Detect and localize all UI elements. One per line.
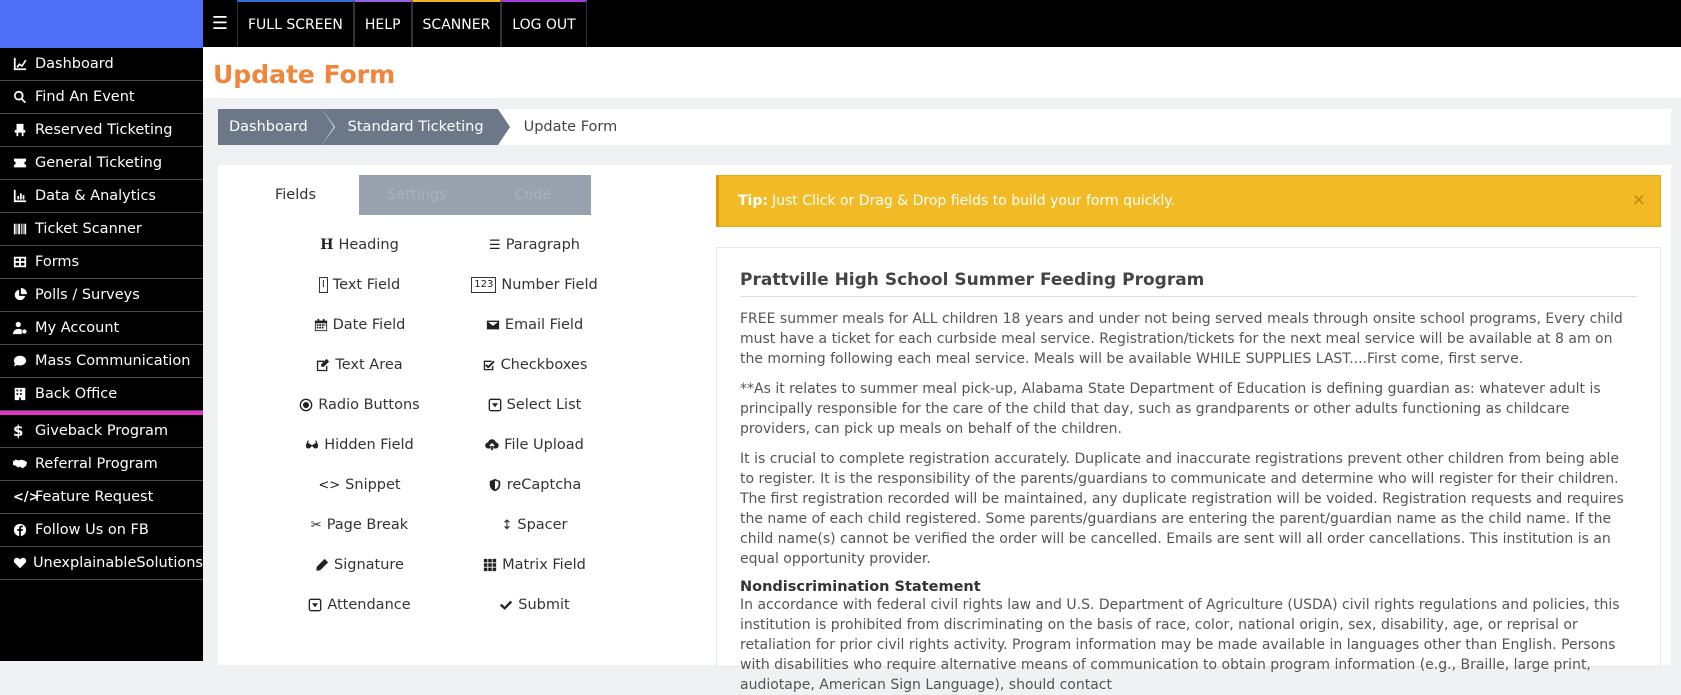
sidebar-item-label: Reserved Ticketing — [35, 122, 173, 138]
sidebar-item-label: Find An Event — [35, 89, 135, 105]
field-label: Radio Buttons — [318, 397, 420, 413]
field-label: Paragraph — [505, 237, 580, 253]
breadcrumb-dashboard[interactable] — [218, 109, 322, 145]
page-header — [203, 47, 1681, 98]
paragraph-icon: ☰ — [489, 237, 501, 253]
field-label: Number Field — [501, 277, 598, 293]
building-icon — [13, 387, 35, 401]
field-label: Heading — [338, 237, 399, 253]
heart-icon — [13, 556, 33, 570]
sidebar-item-label: Giveback Program — [35, 423, 169, 439]
table-icon — [13, 255, 35, 269]
tip-label: Tip: — [738, 193, 768, 209]
sidebar-item-label: Back Office — [35, 386, 118, 402]
field-attendance[interactable] — [272, 585, 447, 625]
field-label: Matrix Field — [502, 557, 586, 573]
sidebar-item-label: Dashboard — [35, 56, 114, 72]
field-palette — [272, 225, 622, 625]
tab-code[interactable]: Code — [475, 175, 591, 215]
pen-icon — [315, 558, 329, 572]
field-label: Page Break — [326, 517, 409, 533]
chart-line-icon — [13, 57, 35, 71]
calendar-icon — [314, 318, 328, 332]
tip-alert — [716, 175, 1661, 227]
field-select-list[interactable] — [447, 385, 622, 425]
select-icon — [488, 398, 502, 412]
glasses-icon — [305, 438, 319, 452]
breadcrumb — [218, 109, 1671, 145]
comment-icon — [13, 354, 35, 368]
field-text-field[interactable] — [272, 265, 447, 305]
field-radio-buttons[interactable] — [272, 385, 447, 425]
checkbox-icon — [482, 358, 496, 372]
field-file-upload[interactable] — [447, 425, 622, 465]
tab-fields[interactable]: Fields — [232, 175, 359, 215]
dropdown-box-icon — [308, 598, 322, 612]
top-navbar — [203, 0, 1681, 47]
sidebar-item-general-ticketing[interactable] — [0, 147, 203, 180]
grid-icon — [483, 558, 497, 572]
tip-text: Just Click or Drag & Drop fields to build your form quickly. — [771, 193, 1176, 209]
page-title: Update Form — [213, 60, 396, 89]
field-number-field[interactable] — [447, 265, 622, 305]
field-label: Date Field — [332, 317, 406, 333]
search-icon — [13, 90, 35, 104]
sidebar — [0, 0, 203, 661]
text-cursor-icon: I — [319, 277, 328, 293]
field-submit[interactable] — [447, 585, 622, 625]
field-checkboxes[interactable] — [447, 345, 622, 385]
radio-icon — [299, 398, 313, 412]
log-out-button[interactable]: LOG OUT — [501, 0, 586, 47]
sidebar-item-giveback-program[interactable] — [0, 415, 203, 448]
form-preview — [716, 247, 1661, 693]
field-label: Text Field — [332, 277, 401, 293]
sidebar-item-polls-surveys[interactable] — [0, 279, 203, 312]
cloud-upload-icon — [485, 438, 499, 452]
edit-icon — [316, 358, 330, 372]
field-label: Checkboxes — [500, 357, 588, 373]
facebook-icon — [13, 523, 35, 537]
sidebar-item-unexplainablesolutions[interactable] — [0, 547, 203, 580]
breadcrumb-label: Dashboard — [229, 119, 308, 135]
sidebar-item-feature-request[interactable] — [0, 481, 203, 514]
breadcrumb-label: Standard Ticketing — [347, 119, 484, 135]
form-paragraph: FREE summer meals for ALL children 18 years and under not being served meals through onsite school programs, Every child must have a ticket for each curbside meal service. Registration/tickets for the next meal service will be available at 8 am on the morning following each meal service. Meals will be available WHILE SUPPLIES LAST....First come, first serve. — [740, 311, 1623, 367]
field-label: reCaptcha — [506, 477, 582, 493]
field-page-break[interactable] — [272, 505, 447, 545]
field-label: Snippet — [345, 477, 401, 493]
field-paragraph[interactable] — [447, 225, 622, 265]
sidebar-item-mass-communication[interactable] — [0, 345, 203, 378]
barcode-icon — [13, 222, 35, 236]
sidebar-item-label: Data & Analytics — [35, 188, 156, 204]
field-label: Email Field — [504, 317, 584, 333]
field-label: Submit — [518, 597, 570, 613]
envelope-icon — [486, 318, 500, 332]
hamburger-icon[interactable]: ☰ — [211, 13, 229, 34]
sidebar-item-my-account[interactable] — [0, 312, 203, 345]
field-signature[interactable] — [272, 545, 447, 585]
field-matrix-field[interactable] — [447, 545, 622, 585]
scissors-icon: ✂ — [310, 517, 322, 533]
close-icon[interactable]: × — [1631, 190, 1646, 210]
sidebar-item-forms[interactable] — [0, 246, 203, 279]
field-label: Spacer — [517, 517, 568, 533]
form-paragraph: In accordance with federal civil rights law and U.S. Department of Agriculture (USDA) civil rights regulations and policies, this institution is prohibited from discriminating on the basis of race, color, national origin, sex, disability, age, or reprisal or retaliation for prior civil rights activity. Program information may be made available in languages other than English. Persons with disabilities who require alternative means of communication to obtain program information (e.g., Braille, large print, audiotape, American Sign Language), should contact — [740, 597, 1620, 693]
form-paragraph: **As it relates to summer meal pick-up, Alabama State Department of Education is defining guardian as: whatever adult is principally responsible for the care of the child that day, such as grandparents or other adults functioning as childcare providers, can pick up meals on behalf of the children. — [740, 381, 1601, 437]
sidebar-item-label: Mass Communication — [35, 353, 191, 369]
breadcrumb-standard-ticketing[interactable] — [322, 109, 498, 145]
scanner-button[interactable]: SCANNER — [412, 0, 502, 47]
bar-chart-icon — [13, 189, 35, 203]
sidebar-item-label: My Account — [35, 320, 120, 336]
chair-icon — [13, 123, 35, 137]
sidebar-item-referral-program[interactable] — [0, 448, 203, 481]
sidebar-item-ticket-scanner[interactable] — [0, 213, 203, 246]
field-email-field[interactable] — [447, 305, 622, 345]
field-hidden-field[interactable] — [272, 425, 447, 465]
breadcrumb-current: Update Form — [523, 119, 618, 135]
heading-icon: H — [320, 237, 334, 253]
field-heading[interactable] — [272, 225, 447, 265]
field-recaptcha[interactable] — [447, 465, 622, 505]
sidebar-item-label: Referral Program — [35, 456, 158, 472]
pie-chart-icon — [13, 288, 35, 302]
shield-icon — [488, 478, 502, 492]
check-icon — [499, 598, 513, 612]
field-date-field[interactable] — [272, 305, 447, 345]
field-label: Attendance — [327, 597, 411, 613]
tab-settings[interactable]: Settings — [359, 175, 475, 215]
builder-tabs — [232, 175, 591, 215]
sidebar-item-label: Polls / Surveys — [35, 287, 140, 303]
form-paragraph: It is crucial to complete registration accurately. Duplicate and inaccurate registrations prevent other children from being able to register. It is the responsibility of the parents/guardians to communicate and determine who will register for their children. The first registration recorded will be maintained, any duplicate registration will be voided. Registration requests and requires the name of each child registered. Some parents/guardians are entering the parent/guardian name as the child name. If the child name(s) cannot be verified the order will be cancelled. Emails are sent will all order cancellations. This institution is an equal opportunity provider. — [740, 451, 1624, 567]
field-label: Hidden Field — [324, 437, 414, 453]
sidebar-item-label: Ticket Scanner — [35, 221, 142, 237]
field-spacer[interactable] — [447, 505, 622, 545]
sidebar-item-label: Follow Us on FB — [35, 522, 149, 538]
field-label: Select List — [506, 397, 582, 413]
sidebar-item-label: General Ticketing — [35, 155, 163, 171]
sidebar-item-find-an-event[interactable] — [0, 81, 203, 114]
arrows-vertical-icon: ↕ — [501, 517, 513, 533]
form-title: Prattville High School Summer Feeding Program — [740, 270, 1637, 297]
sidebar-item-label: Feature Request — [35, 489, 154, 505]
sidebar-item-label: Forms — [35, 254, 80, 270]
field-text-area[interactable] — [272, 345, 447, 385]
field-label: File Upload — [504, 437, 584, 453]
sidebar-item-follow-us-on-fb[interactable] — [0, 514, 203, 547]
user-gear-icon — [13, 321, 35, 335]
number-icon: 123 — [471, 277, 496, 293]
sidebar-item-reserved-ticketing[interactable] — [0, 114, 203, 147]
form-builder-card — [218, 165, 1671, 693]
code-brackets-icon: <> — [318, 477, 341, 493]
sidebar-item-dashboard[interactable] — [0, 48, 203, 81]
field-snippet[interactable] — [272, 465, 447, 505]
sidebar-item-data-analytics[interactable] — [0, 180, 203, 213]
field-label: Text Area — [335, 357, 403, 373]
handshake-icon — [13, 457, 35, 471]
code-icon: </> — [13, 489, 40, 505]
sidebar-item-back-office[interactable] — [0, 378, 203, 411]
sidebar-item-label: UnexplainableSolutions — [32, 555, 203, 571]
full-screen-button[interactable]: FULL SCREEN — [237, 0, 354, 47]
dollar-icon: $ — [13, 422, 24, 440]
ticket-icon — [13, 156, 35, 170]
form-subheading: Nondiscrimination Statement — [740, 579, 981, 595]
help-button[interactable]: HELP — [354, 0, 412, 47]
field-label: Signature — [334, 557, 404, 573]
brand-logo-area — [0, 0, 203, 48]
